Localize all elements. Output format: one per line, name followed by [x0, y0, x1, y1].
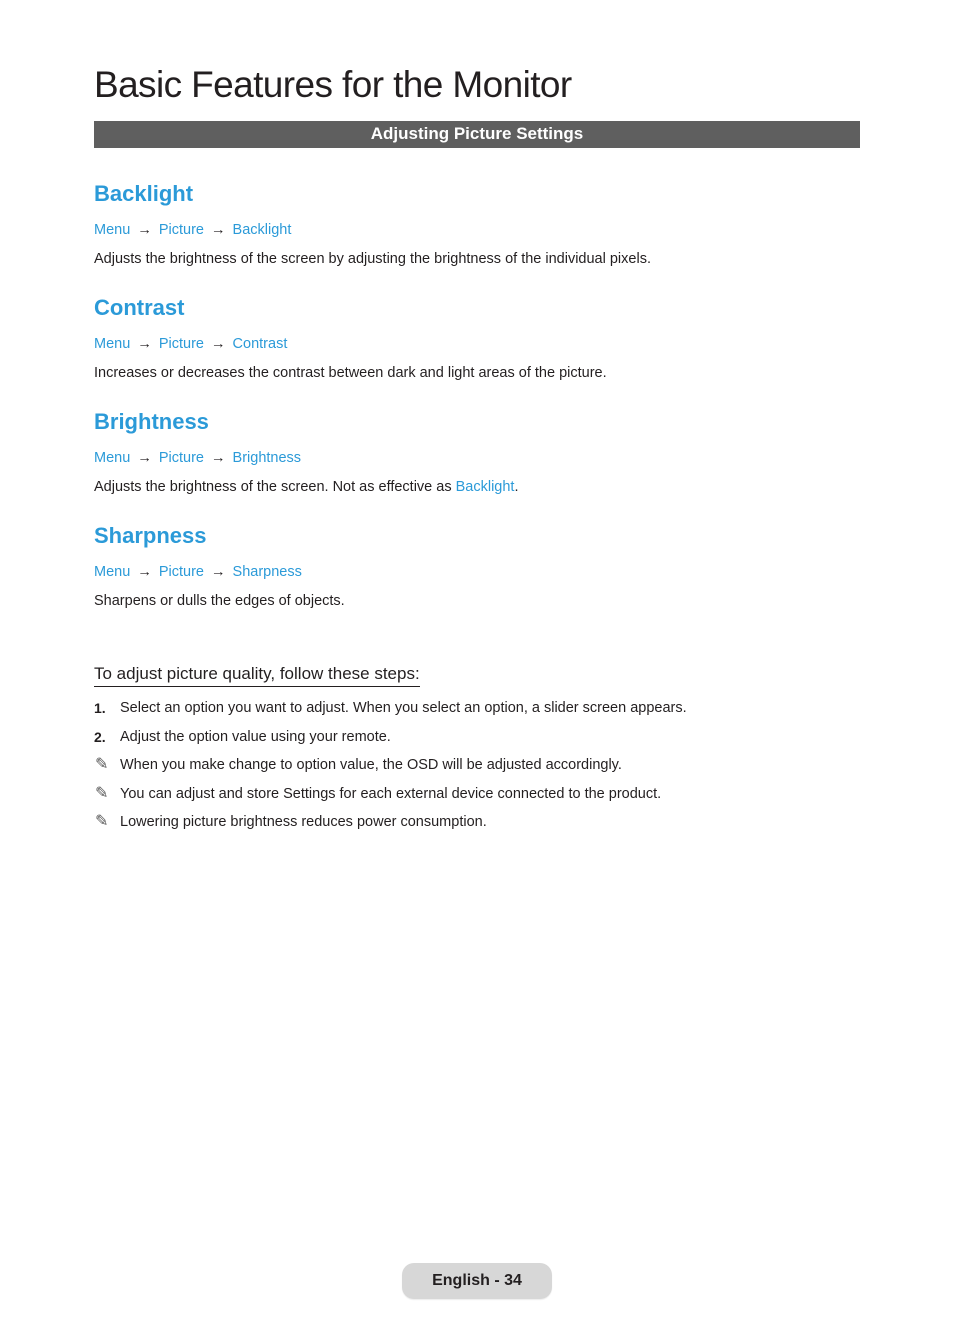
- note-text: You can adjust and store Settings for each external device connected to the product.: [120, 785, 662, 802]
- menu-path-item: Brightness: [232, 450, 302, 466]
- pencil-note-icon: ✎: [95, 784, 109, 802]
- description-text: Adjusts the brightness of the screen. Not as effective as: [94, 479, 456, 495]
- note-text: Lowering picture brightness reduces power consumption.: [120, 814, 487, 830]
- step-text: Select an option you want to adjust. When you select an option, a slider screen appears.: [120, 700, 687, 716]
- main-content: [94, 179, 860, 837]
- step-text: Adjust the option value using your remote.: [120, 728, 391, 745]
- topic-description: Increases or decreases the contrast between dark and light areas of the picture.: [94, 365, 607, 381]
- menu-path-item: Sharpness: [232, 564, 302, 580]
- path-arrow-icon: →: [211, 564, 226, 580]
- topic-contrast: [94, 293, 860, 384]
- step-list: [94, 694, 860, 837]
- menu-path: [94, 333, 860, 355]
- menu-path-item: Picture: [158, 450, 204, 466]
- topic-heading: Sharpness: [94, 523, 207, 548]
- topic-sharpness: [94, 521, 860, 612]
- note-item: [94, 751, 860, 780]
- step-number: 1.: [94, 700, 106, 716]
- path-arrow-icon: →: [137, 222, 152, 238]
- page-title: Basic Features for the Monitor: [94, 64, 572, 105]
- topic-description: Sharpens or dulls the edges of objects.: [94, 593, 345, 609]
- menu-path: [94, 447, 860, 469]
- pencil-note-icon: ✎: [95, 813, 109, 830]
- topic-description: Adjusts the brightness of the screen by adjusting the brightness of the individual pixels.: [94, 251, 651, 267]
- menu-path-item: Picture: [158, 564, 204, 580]
- note-text: When you make change to option value, the OSD will be adjusted accordingly.: [120, 757, 622, 773]
- note-item: [94, 780, 860, 809]
- menu-path-item: Menu: [94, 222, 131, 238]
- path-arrow-icon: →: [211, 450, 226, 466]
- step-item: [94, 723, 860, 752]
- topic-description: [94, 476, 860, 498]
- path-arrow-icon: →: [137, 564, 152, 580]
- topic-heading: Brightness: [94, 409, 209, 434]
- topic-heading: Backlight: [94, 181, 194, 206]
- topic-heading: Contrast: [94, 295, 185, 320]
- menu-path-item: Contrast: [232, 336, 288, 352]
- description-reference: Backlight: [455, 479, 515, 495]
- menu-path: [94, 561, 860, 583]
- menu-path-item: Backlight: [232, 222, 292, 238]
- menu-path-item: Menu: [94, 336, 131, 352]
- path-arrow-icon: →: [137, 336, 152, 352]
- menu-path-item: Menu: [94, 450, 131, 466]
- menu-path-item: Menu: [94, 564, 131, 580]
- step-number: 2.: [94, 728, 106, 745]
- section-header-bar: Adjusting Picture Settings: [94, 121, 860, 148]
- description-text: .: [514, 479, 519, 495]
- steps-heading: To adjust picture quality, follow these steps:: [94, 662, 420, 687]
- path-arrow-icon: →: [211, 336, 226, 352]
- topic-backlight: [94, 179, 860, 270]
- menu-path-item: Picture: [158, 336, 204, 352]
- menu-path-item: Picture: [158, 222, 204, 238]
- path-arrow-icon: →: [211, 222, 226, 238]
- page-number-badge: English - 34: [402, 1263, 552, 1299]
- note-item: [94, 808, 860, 837]
- topic-brightness: [94, 407, 860, 498]
- pencil-note-icon: ✎: [95, 756, 109, 773]
- menu-path: [94, 219, 860, 241]
- path-arrow-icon: →: [137, 450, 152, 466]
- step-item: [94, 694, 860, 723]
